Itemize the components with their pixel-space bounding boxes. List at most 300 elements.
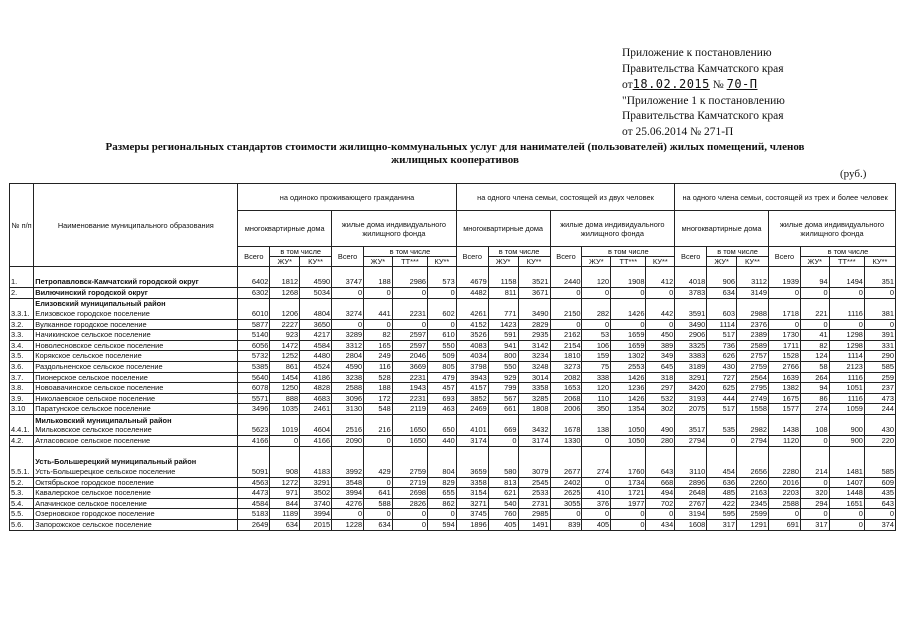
value-cell: 585 bbox=[864, 446, 895, 477]
value-cell: 1426 bbox=[611, 393, 646, 404]
value-cell: 1050 bbox=[611, 435, 646, 446]
value-cell: 0 bbox=[829, 319, 864, 330]
value-cell: 318 bbox=[646, 372, 675, 383]
value-cell: 2597 bbox=[392, 330, 427, 341]
value-cell: 220 bbox=[864, 435, 895, 446]
value-cell: 3112 bbox=[736, 267, 768, 288]
value-cell: 381 bbox=[864, 298, 895, 319]
row-name: Вилючинский городской округ bbox=[34, 288, 238, 299]
value-cell: 2469 bbox=[456, 404, 488, 415]
value-cell: 2794 bbox=[675, 435, 707, 446]
table-row bbox=[10, 498, 896, 509]
value-cell: 655 bbox=[428, 488, 457, 499]
subsection-name: Мильковское сельское поселение bbox=[35, 425, 152, 435]
value-cell: 2589 bbox=[736, 340, 768, 351]
value-cell: 1050 bbox=[611, 414, 646, 435]
value-cell: 1721 bbox=[611, 488, 646, 499]
value-cell: 3289 bbox=[332, 330, 364, 341]
value-cell: 0 bbox=[332, 319, 364, 330]
header-name: Наименование муниципального образования bbox=[34, 184, 238, 267]
value-cell: 1734 bbox=[611, 477, 646, 488]
header-including: в том числе bbox=[707, 247, 769, 257]
value-cell: 244 bbox=[864, 404, 895, 415]
value-cell: 0 bbox=[392, 519, 427, 530]
value-cell: 0 bbox=[488, 435, 518, 446]
row-number: 5.5. bbox=[10, 509, 34, 520]
value-cell: 4083 bbox=[456, 340, 488, 351]
value-cell: 702 bbox=[646, 498, 675, 509]
currency-unit: (руб.) bbox=[840, 168, 867, 180]
value-cell: 0 bbox=[864, 509, 895, 520]
value-cell: 813 bbox=[488, 477, 518, 488]
value-cell: 1035 bbox=[270, 404, 300, 415]
value-cell: 3271 bbox=[456, 498, 488, 509]
value-cell: 75 bbox=[582, 361, 611, 372]
value-cell: 430 bbox=[864, 414, 895, 435]
value-cell: 3548 bbox=[332, 477, 364, 488]
row-number bbox=[10, 414, 34, 435]
value-cell: 216 bbox=[364, 414, 393, 435]
section-number: 3. bbox=[11, 309, 18, 318]
value-cell: 274 bbox=[800, 404, 829, 415]
value-cell: 457 bbox=[428, 383, 457, 394]
table-row bbox=[10, 446, 896, 477]
value-cell: 2588 bbox=[768, 498, 800, 509]
value-cell: 900 bbox=[829, 414, 864, 435]
section-name: Елизовский муниципальный район bbox=[35, 299, 166, 309]
table-row bbox=[10, 509, 896, 520]
value-cell: 1943 bbox=[392, 383, 427, 394]
value-cell: 535 bbox=[707, 414, 737, 435]
value-cell: 0 bbox=[864, 288, 895, 299]
header-group-single: на одиноко проживающего гражданина bbox=[238, 184, 456, 211]
value-cell: 2597 bbox=[392, 340, 427, 351]
header-houses-1: жилые дома индивидуального жилищного фонда bbox=[332, 211, 457, 247]
header-total: Всего bbox=[550, 247, 582, 267]
annex-number: 70-П bbox=[726, 77, 758, 91]
value-cell: 4482 bbox=[456, 288, 488, 299]
value-cell: 3798 bbox=[456, 361, 488, 372]
row-number bbox=[10, 298, 34, 319]
value-cell: 3994 bbox=[332, 488, 364, 499]
header-zhu: ЖУ* bbox=[800, 257, 829, 267]
value-cell: 610 bbox=[428, 330, 457, 341]
value-cell: 760 bbox=[488, 509, 518, 520]
value-cell: 3174 bbox=[518, 435, 550, 446]
value-cell: 626 bbox=[707, 351, 737, 362]
value-cell: 3745 bbox=[456, 509, 488, 520]
value-cell: 1494 bbox=[829, 267, 864, 288]
value-cell: 829 bbox=[428, 477, 457, 488]
value-cell: 1189 bbox=[270, 509, 300, 520]
value-cell: 1558 bbox=[736, 404, 768, 415]
value-cell: 929 bbox=[488, 372, 518, 383]
value-cell: 2075 bbox=[675, 404, 707, 415]
value-cell: 2794 bbox=[736, 435, 768, 446]
value-cell: 110 bbox=[582, 393, 611, 404]
value-cell: 2766 bbox=[768, 361, 800, 372]
value-cell: 2082 bbox=[550, 372, 582, 383]
value-cell: 349 bbox=[646, 351, 675, 362]
value-cell: 1659 bbox=[611, 330, 646, 341]
value-cell: 550 bbox=[428, 340, 457, 351]
value-cell: 591 bbox=[488, 330, 518, 341]
value-cell: 430 bbox=[707, 361, 737, 372]
value-cell: 0 bbox=[646, 509, 675, 520]
value-cell: 2231 bbox=[392, 372, 427, 383]
value-cell: 2163 bbox=[736, 488, 768, 499]
value-cell: 3502 bbox=[300, 488, 332, 499]
value-cell: 2553 bbox=[611, 361, 646, 372]
value-cell: 5183 bbox=[238, 509, 270, 520]
value-cell: 0 bbox=[864, 319, 895, 330]
value-cell: 435 bbox=[864, 488, 895, 499]
row-number: 3.9. bbox=[10, 393, 34, 404]
table-row bbox=[10, 477, 896, 488]
value-cell: 971 bbox=[270, 488, 300, 499]
value-cell: 94 bbox=[800, 383, 829, 394]
value-cell: 4018 bbox=[675, 267, 707, 288]
value-cell: 839 bbox=[550, 519, 582, 530]
value-cell: 2698 bbox=[392, 488, 427, 499]
header-tt: ТТ*** bbox=[392, 257, 427, 267]
value-cell: 2015 bbox=[300, 519, 332, 530]
value-cell: 0 bbox=[428, 509, 457, 520]
header-including: в том числе bbox=[582, 247, 675, 257]
value-cell: 317 bbox=[800, 519, 829, 530]
value-cell: 1059 bbox=[829, 404, 864, 415]
value-cell: 1206 bbox=[270, 298, 300, 319]
value-cell: 1116 bbox=[829, 372, 864, 383]
value-cell: 1236 bbox=[611, 383, 646, 394]
header-zhu: ЖУ* bbox=[582, 257, 611, 267]
table-row bbox=[10, 414, 896, 435]
header-total: Всего bbox=[238, 247, 270, 267]
value-cell: 450 bbox=[646, 330, 675, 341]
header-including: в том числе bbox=[800, 247, 895, 257]
value-cell: 440 bbox=[428, 435, 457, 446]
value-cell: 0 bbox=[332, 509, 364, 520]
value-cell: 643 bbox=[864, 498, 895, 509]
value-cell: 1577 bbox=[768, 404, 800, 415]
row-name: Вулканное городское поселение bbox=[34, 319, 238, 330]
value-cell: 6056 bbox=[238, 340, 270, 351]
value-cell: 2154 bbox=[550, 340, 582, 351]
value-cell: 294 bbox=[800, 498, 829, 509]
value-cell: 5385 bbox=[238, 361, 270, 372]
row-name: Новолесновское сельское поселение bbox=[34, 340, 238, 351]
value-cell: 1268 bbox=[270, 288, 300, 299]
value-cell: 0 bbox=[392, 509, 427, 520]
value-cell: 1302 bbox=[611, 351, 646, 362]
value-cell: 643 bbox=[646, 446, 675, 477]
value-cell: 3650 bbox=[300, 319, 332, 330]
value-cell: 0 bbox=[611, 319, 646, 330]
value-cell: 2988 bbox=[736, 298, 768, 319]
value-cell: 799 bbox=[488, 383, 518, 394]
value-cell: 3274 bbox=[332, 298, 364, 319]
value-cell: 862 bbox=[428, 498, 457, 509]
value-cell: 4524 bbox=[300, 361, 332, 372]
value-cell: 528 bbox=[364, 372, 393, 383]
table-row bbox=[10, 319, 896, 330]
row-number: 3.7. bbox=[10, 372, 34, 383]
value-cell: 736 bbox=[707, 340, 737, 351]
row-number: 1. bbox=[10, 267, 34, 288]
value-cell: 3994 bbox=[300, 509, 332, 520]
header-including: в том числе bbox=[270, 247, 332, 257]
value-cell: 3014 bbox=[518, 372, 550, 383]
value-cell: 3285 bbox=[518, 393, 550, 404]
value-cell: 1019 bbox=[270, 414, 300, 435]
value-cell: 2935 bbox=[518, 330, 550, 341]
value-cell: 3234 bbox=[518, 351, 550, 362]
value-cell: 1426 bbox=[611, 298, 646, 319]
annex-block bbox=[622, 46, 892, 140]
value-cell: 0 bbox=[364, 319, 393, 330]
value-cell: 3747 bbox=[332, 267, 364, 288]
value-cell: 1939 bbox=[768, 267, 800, 288]
value-cell: 0 bbox=[550, 288, 582, 299]
value-cell: 595 bbox=[707, 509, 737, 520]
value-cell: 1608 bbox=[675, 519, 707, 530]
value-cell: 159 bbox=[582, 351, 611, 362]
document-title-line-2: жилищных кооперативов bbox=[391, 154, 519, 166]
row-number: 2. bbox=[10, 288, 34, 299]
table-row bbox=[10, 340, 896, 351]
value-cell: 0 bbox=[768, 509, 800, 520]
value-cell: 517 bbox=[707, 404, 737, 415]
value-cell: 3174 bbox=[456, 435, 488, 446]
value-cell: 0 bbox=[550, 509, 582, 520]
header-tt: ТТ*** bbox=[829, 257, 864, 267]
row-name: Апачинское сельское поселение bbox=[34, 498, 238, 509]
header-total: Всего bbox=[675, 247, 707, 267]
value-cell: 0 bbox=[800, 319, 829, 330]
value-cell: 3358 bbox=[518, 383, 550, 394]
value-cell: 3110 bbox=[675, 446, 707, 477]
value-cell: 5140 bbox=[238, 330, 270, 341]
value-cell: 691 bbox=[768, 519, 800, 530]
annex-line-4: "Приложение 1 к постановлению bbox=[622, 94, 785, 107]
value-cell: 588 bbox=[364, 498, 393, 509]
value-cell: 1330 bbox=[550, 435, 582, 446]
value-cell: 1718 bbox=[768, 298, 800, 319]
row-number: 5.6. bbox=[10, 519, 34, 530]
value-cell: 0 bbox=[582, 319, 611, 330]
value-cell: 3154 bbox=[456, 488, 488, 499]
header-zhu: ЖУ* bbox=[270, 257, 300, 267]
value-cell: 2402 bbox=[550, 477, 582, 488]
row-number: 3.2. bbox=[10, 319, 34, 330]
value-cell: 1114 bbox=[829, 351, 864, 362]
value-cell: 1651 bbox=[829, 498, 864, 509]
value-cell: 2719 bbox=[392, 477, 427, 488]
value-cell: 274 bbox=[582, 446, 611, 477]
value-cell: 923 bbox=[270, 330, 300, 341]
value-cell: 2260 bbox=[736, 477, 768, 488]
value-cell: 1354 bbox=[611, 404, 646, 415]
value-cell: 4276 bbox=[332, 498, 364, 509]
section-number: 4. bbox=[11, 425, 18, 435]
value-cell: 5034 bbox=[300, 288, 332, 299]
table-row bbox=[10, 488, 896, 499]
value-cell: 106 bbox=[582, 340, 611, 351]
value-cell: 517 bbox=[707, 330, 737, 341]
value-cell: 0 bbox=[364, 477, 393, 488]
value-cell: 625 bbox=[707, 383, 737, 394]
value-cell: 906 bbox=[707, 267, 737, 288]
value-cell: 389 bbox=[646, 340, 675, 351]
value-cell: 4152 bbox=[456, 319, 488, 330]
value-cell: 594 bbox=[428, 519, 457, 530]
value-cell: 1653 bbox=[550, 383, 582, 394]
value-cell: 2345 bbox=[736, 498, 768, 509]
value-cell: 509 bbox=[428, 351, 457, 362]
value-cell: 374 bbox=[864, 519, 895, 530]
value-cell: 434 bbox=[646, 519, 675, 530]
value-cell: 1120 bbox=[768, 435, 800, 446]
table-row bbox=[10, 267, 896, 288]
value-cell: 540 bbox=[488, 498, 518, 509]
value-cell: 0 bbox=[829, 509, 864, 520]
value-cell: 0 bbox=[364, 435, 393, 446]
value-cell: 2757 bbox=[736, 351, 768, 362]
value-cell: 4584 bbox=[238, 498, 270, 509]
value-cell: 2150 bbox=[550, 298, 582, 319]
value-cell: 900 bbox=[829, 435, 864, 446]
header-apartments-1: многоквартирные дома bbox=[238, 211, 332, 247]
value-cell: 6302 bbox=[238, 288, 270, 299]
value-cell: 1438 bbox=[768, 414, 800, 435]
value-cell: 4034 bbox=[456, 351, 488, 362]
value-cell: 3740 bbox=[300, 498, 332, 509]
value-cell: 2440 bbox=[550, 267, 582, 288]
value-cell: 532 bbox=[646, 393, 675, 404]
row-name: Начикинское сельское поселение bbox=[34, 330, 238, 341]
value-cell: 2231 bbox=[392, 393, 427, 404]
value-cell: 2203 bbox=[768, 488, 800, 499]
value-cell: 621 bbox=[488, 488, 518, 499]
value-cell: 454 bbox=[707, 446, 737, 477]
table-row bbox=[10, 383, 896, 394]
table-row bbox=[10, 288, 896, 299]
value-cell: 0 bbox=[332, 288, 364, 299]
value-cell: 5877 bbox=[238, 319, 270, 330]
value-cell: 6078 bbox=[238, 383, 270, 394]
row-name: Кавалерское сельское поселение bbox=[34, 488, 238, 499]
row-number bbox=[10, 446, 34, 477]
value-cell: 641 bbox=[364, 488, 393, 499]
value-cell: 2826 bbox=[392, 498, 427, 509]
value-cell: 6010 bbox=[238, 298, 270, 319]
value-cell: 4480 bbox=[300, 351, 332, 362]
value-cell: 0 bbox=[768, 319, 800, 330]
header-ku: КУ** bbox=[300, 257, 332, 267]
value-cell: 282 bbox=[582, 298, 611, 319]
value-cell: 2982 bbox=[736, 414, 768, 435]
value-cell: 645 bbox=[646, 361, 675, 372]
value-cell: 602 bbox=[428, 298, 457, 319]
value-cell: 3420 bbox=[675, 383, 707, 394]
value-cell: 2795 bbox=[736, 383, 768, 394]
value-cell: 669 bbox=[488, 414, 518, 435]
value-cell: 338 bbox=[582, 372, 611, 383]
value-cell: 3992 bbox=[332, 446, 364, 477]
value-cell: 3490 bbox=[675, 319, 707, 330]
header-ku: КУ** bbox=[646, 257, 675, 267]
header-group-three: на одного члена семьи, состоящей из трех и более человек bbox=[675, 184, 896, 211]
value-cell: 320 bbox=[800, 488, 829, 499]
value-cell: 2896 bbox=[675, 477, 707, 488]
value-cell: 548 bbox=[364, 404, 393, 415]
value-cell: 550 bbox=[488, 361, 518, 372]
header-total: Всего bbox=[332, 247, 364, 267]
value-cell: 108 bbox=[800, 414, 829, 435]
row-number: 4.2. bbox=[10, 435, 34, 446]
value-cell: 4604 bbox=[300, 414, 332, 435]
header-ku: КУ** bbox=[864, 257, 895, 267]
value-cell: 0 bbox=[270, 435, 300, 446]
value-cell: 3521 bbox=[518, 267, 550, 288]
value-cell: 1472 bbox=[270, 340, 300, 351]
value-cell: 422 bbox=[707, 498, 737, 509]
value-cell: 693 bbox=[428, 393, 457, 404]
value-cell: 120 bbox=[582, 267, 611, 288]
annex-line-5: Правительства Камчатского края bbox=[622, 110, 784, 122]
value-cell: 6402 bbox=[238, 267, 270, 288]
header-houses-2: жилые дома индивидуального жилищного фонда bbox=[550, 211, 675, 247]
value-cell: 188 bbox=[364, 383, 393, 394]
value-cell: 1423 bbox=[488, 319, 518, 330]
value-cell: 941 bbox=[488, 340, 518, 351]
value-cell: 3325 bbox=[675, 340, 707, 351]
row-name bbox=[34, 414, 238, 435]
value-cell: 2985 bbox=[518, 509, 550, 520]
value-cell: 3852 bbox=[456, 393, 488, 404]
subsection-number: 5.1. bbox=[17, 466, 30, 476]
value-cell: 1158 bbox=[488, 267, 518, 288]
value-cell: 0 bbox=[428, 288, 457, 299]
subsection-number: 3.1. bbox=[17, 309, 30, 318]
value-cell: 1760 bbox=[611, 446, 646, 477]
value-cell: 0 bbox=[829, 288, 864, 299]
row-name: Озерновское городское поселение bbox=[34, 509, 238, 520]
header-no: № п/п bbox=[10, 184, 34, 267]
value-cell: 1407 bbox=[829, 477, 864, 488]
value-cell: 2227 bbox=[270, 319, 300, 330]
value-cell: 805 bbox=[428, 361, 457, 372]
value-cell: 0 bbox=[582, 288, 611, 299]
value-cell: 888 bbox=[270, 393, 300, 404]
value-cell: 4679 bbox=[456, 267, 488, 288]
value-cell: 4563 bbox=[238, 477, 270, 488]
header-zhu: ЖУ* bbox=[488, 257, 518, 267]
value-cell: 1051 bbox=[829, 383, 864, 394]
section-name: Мильковский муниципальный район bbox=[35, 415, 172, 425]
value-cell: 376 bbox=[582, 498, 611, 509]
value-cell: 4186 bbox=[300, 372, 332, 383]
value-cell: 0 bbox=[611, 509, 646, 520]
value-cell: 1808 bbox=[518, 404, 550, 415]
header-zhu: ЖУ* bbox=[707, 257, 737, 267]
value-cell: 0 bbox=[646, 319, 675, 330]
value-cell: 1812 bbox=[270, 267, 300, 288]
document-title-line-1: Размеры региональных стандартов стоимости жилищно-коммунальных услуг для нанимателей (пользователей) жилых помещений, членов bbox=[105, 141, 805, 153]
annex-line-2: Правительства Камчатского края bbox=[622, 62, 784, 75]
value-cell: 2649 bbox=[238, 519, 270, 530]
value-cell: 3943 bbox=[456, 372, 488, 383]
